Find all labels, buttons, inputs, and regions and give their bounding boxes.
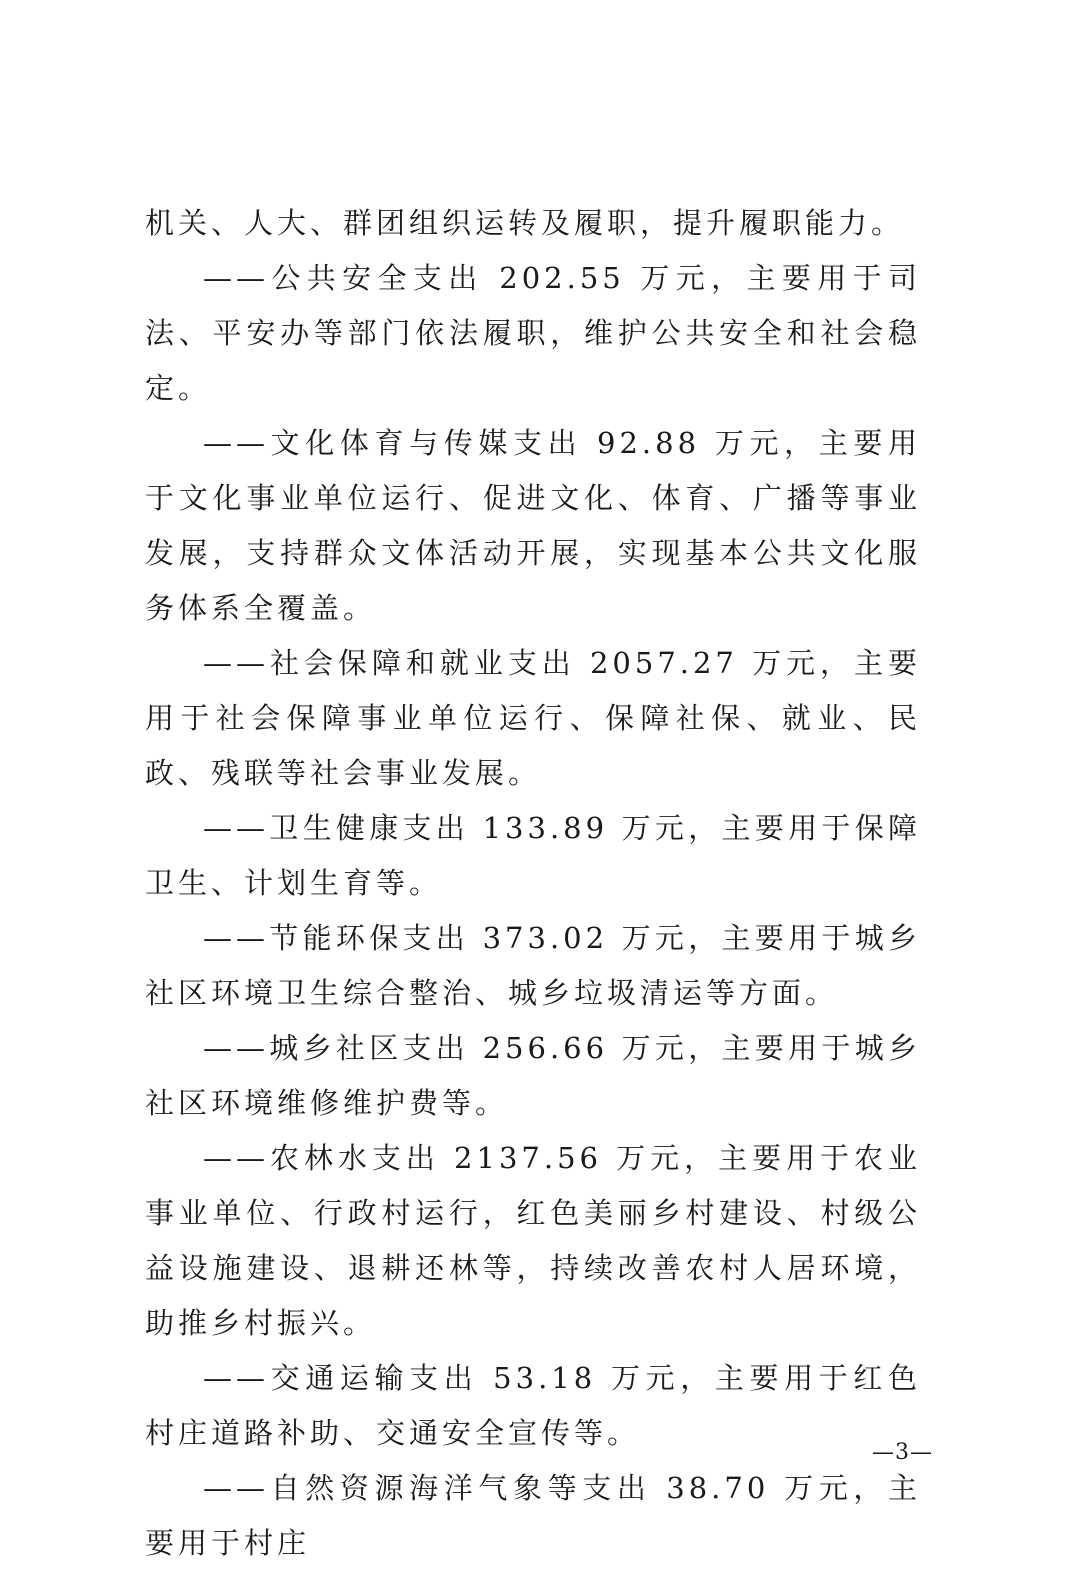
paragraph-social-security-employment: ——社会保障和就业支出 2057.27 万元，主要用于社会保障事业单位运行、保障社保、就业、民政、残联等社会事业发展。: [145, 646, 921, 790]
paragraph-public-security: ——公共安全支出 202.55 万元，主要用于司法、平安办等部门依法履职，维护公共安全和社会稳定。: [145, 261, 921, 405]
paragraph-urban-rural-community: ——城乡社区支出 256.66 万元，主要用于城乡社区环境维修维护费等。: [145, 1031, 921, 1120]
paragraph-culture-sports-media: ——文化体育与传媒支出 92.88 万元，主要用于文化事业单位运行、促进文化、体育、广播等事业发展，支持群众文体活动开展，实现基本公共文化服务体系全覆盖。: [145, 426, 921, 625]
paragraph-energy-environment: ——节能环保支出 373.02 万元，主要用于城乡社区环境卫生综合整治、城乡垃圾清运等方面。: [145, 921, 921, 1010]
paragraph-agriculture-forestry-water: ——农林水支出 2137.56 万元，主要用于农业事业单位、行政村运行，红色美丽乡村建设、村级公益设施建设、退耕还林等，持续改善农村人居环境，助推乡村振兴。: [145, 1141, 921, 1340]
paragraph-transportation: ——交通运输支出 53.18 万元，主要用于红色村庄道路补助、交通安全宣传等。: [145, 1361, 921, 1450]
paragraph-continuation: 机关、人大、群团组织运转及履职，提升履职能力。: [145, 206, 905, 240]
body-text: [145, 196, 921, 1571]
page-number: —3—: [872, 1440, 933, 1465]
paragraph-natural-resources: ——自然资源海洋气象等支出 38.70 万元，主要用于村庄: [145, 1471, 921, 1560]
paragraph-health: ——卫生健康支出 133.89 万元，主要用于保障卫生、计划生育等。: [145, 811, 921, 900]
